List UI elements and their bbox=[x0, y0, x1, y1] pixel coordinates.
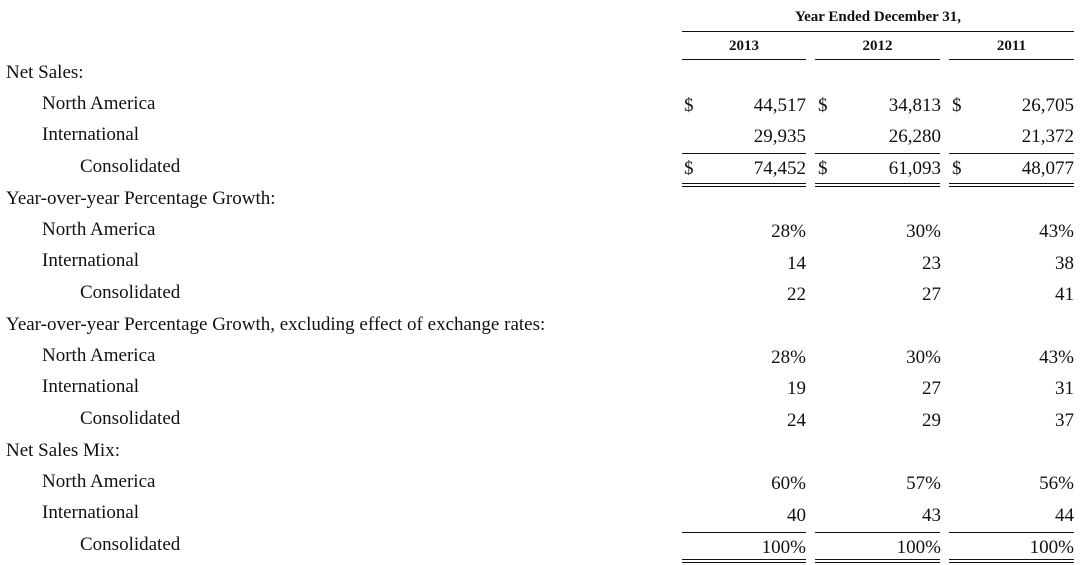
cell-value: 60% bbox=[771, 473, 806, 494]
subtotal-rule bbox=[815, 153, 940, 154]
subtotal-rule bbox=[949, 153, 1074, 154]
period-header: Year Ended December 31, bbox=[794, 9, 962, 25]
cell-value: 43 bbox=[922, 505, 941, 526]
year-rule bbox=[949, 59, 1074, 60]
total-double-rule bbox=[682, 559, 806, 563]
year-2011-header: 2011 bbox=[996, 38, 1027, 54]
cell-value: 14 bbox=[787, 253, 806, 274]
cell-value: 21,372 bbox=[1021, 126, 1074, 147]
subtotal-rule bbox=[682, 532, 806, 533]
cell-value: 38 bbox=[1055, 253, 1074, 274]
cell-value: 44,517 bbox=[753, 95, 806, 116]
row-label: Consolidated bbox=[80, 282, 181, 303]
year-rule bbox=[815, 59, 940, 60]
cell-value: 28% bbox=[771, 221, 806, 242]
section-title: Net Sales: bbox=[6, 62, 84, 83]
cell-value: 29,935 bbox=[753, 126, 806, 147]
row-label: Consolidated bbox=[80, 156, 181, 177]
section-title: Net Sales Mix: bbox=[6, 440, 120, 461]
currency-symbol: $ bbox=[818, 158, 828, 179]
currency-symbol: $ bbox=[684, 158, 694, 179]
year-rule bbox=[682, 59, 806, 60]
cell-value: 100% bbox=[1029, 537, 1074, 558]
cell-value: 100% bbox=[761, 537, 806, 558]
cell-value: 19 bbox=[787, 378, 806, 399]
cell-value: 74,452 bbox=[753, 158, 806, 179]
row-label: Consolidated bbox=[80, 534, 181, 555]
cell-value: 23 bbox=[922, 253, 941, 274]
total-double-rule bbox=[949, 183, 1074, 187]
cell-value: 48,077 bbox=[1021, 158, 1074, 179]
cell-value: 41 bbox=[1055, 284, 1074, 305]
year-2012-header: 2012 bbox=[862, 38, 893, 54]
row-label: North America bbox=[42, 345, 156, 366]
total-double-rule bbox=[815, 559, 940, 563]
currency-symbol: $ bbox=[818, 95, 828, 116]
cell-value: 26,705 bbox=[1021, 95, 1074, 116]
row-label: International bbox=[42, 502, 140, 523]
cell-value: 100% bbox=[896, 537, 941, 558]
row-label: International bbox=[42, 250, 140, 271]
cell-value: 30% bbox=[906, 221, 941, 242]
cell-value: 31 bbox=[1055, 378, 1074, 399]
row-label: North America bbox=[42, 219, 156, 240]
row-label: International bbox=[42, 376, 140, 397]
currency-symbol: $ bbox=[952, 95, 962, 116]
subtotal-rule bbox=[682, 153, 806, 154]
subtotal-rule bbox=[949, 532, 1074, 533]
cell-value: 61,093 bbox=[888, 158, 941, 179]
cell-value: 22 bbox=[787, 284, 806, 305]
row-label: North America bbox=[42, 93, 156, 114]
cell-value: 30% bbox=[906, 347, 941, 368]
subtotal-rule bbox=[815, 532, 940, 533]
section-title: Year-over-year Percentage Growth: bbox=[6, 188, 276, 209]
cell-value: 26,280 bbox=[888, 126, 941, 147]
total-double-rule bbox=[815, 183, 940, 187]
cell-value: 28% bbox=[771, 347, 806, 368]
year-2013-header: 2013 bbox=[729, 38, 759, 54]
cell-value: 43% bbox=[1039, 347, 1074, 368]
cell-value: 27 bbox=[922, 378, 941, 399]
cell-value: 34,813 bbox=[888, 95, 941, 116]
cell-value: 56% bbox=[1039, 473, 1074, 494]
row-label: North America bbox=[42, 471, 156, 492]
cell-value: 40 bbox=[787, 505, 806, 526]
cell-value: 43% bbox=[1039, 221, 1074, 242]
row-label: International bbox=[42, 124, 140, 145]
currency-symbol: $ bbox=[684, 95, 694, 116]
cell-value: 57% bbox=[906, 473, 941, 494]
cell-value: 29 bbox=[922, 410, 941, 431]
cell-value: 27 bbox=[922, 284, 941, 305]
cell-value: 37 bbox=[1055, 410, 1074, 431]
currency-symbol: $ bbox=[952, 158, 962, 179]
cell-value: 44 bbox=[1055, 505, 1074, 526]
header-rule bbox=[682, 31, 1074, 32]
total-double-rule bbox=[682, 183, 806, 187]
section-title: Year-over-year Percentage Growth, excluding effect of exchange rates: bbox=[6, 314, 546, 335]
row-label: Consolidated bbox=[80, 408, 181, 429]
total-double-rule bbox=[949, 559, 1074, 563]
cell-value: 24 bbox=[787, 410, 806, 431]
